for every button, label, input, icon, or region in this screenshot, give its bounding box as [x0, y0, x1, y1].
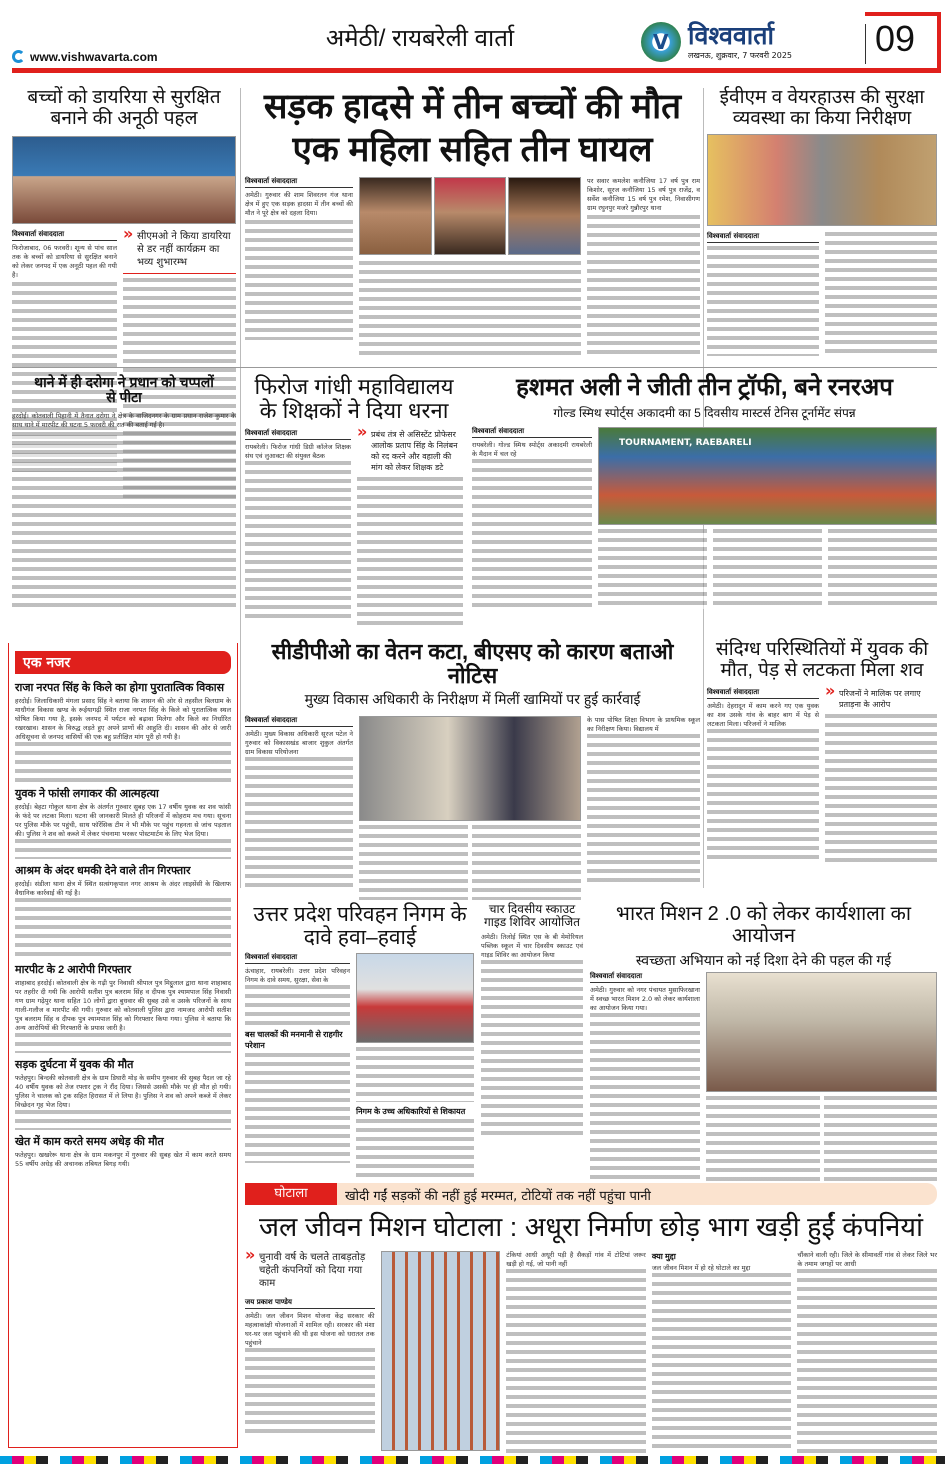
headline[interactable]: उत्तर प्रदेश परिवहन निगम के दावे हवा–हवाई — [253, 903, 467, 950]
ek-nazar-item-text: फतेहपुर। बिन्दकी कोतवाली क्षेत्र के ग्राम डिघारी मोड़ के समीप गुरुवार की सुबह पैदल जा रहे 40 वर्षीय युवक को तेज रफ्तार ट्रक ने रौंद दिया। जिससे उसकी मौके पर ही मौत हो गयी। पुलिस ने चालक को ट्रक सहित हिरासत में ले लिया है। पुलिस ने शव को अपने कब्जे में लेकर विच्छेदन गृह भेज दिया। — [15, 1074, 231, 1109]
page-number: 09 — [875, 18, 916, 59]
page-number-box — [865, 12, 941, 70]
headline[interactable]: जल जीवन मिशन घोटाला : अधूरा निर्माण छोड़ भाग खड़ी हुईं कंपनियां — [259, 1212, 923, 1242]
headline[interactable]: हशमत अली ने जीती तीन ट्रॉफी, बने रनरअप — [516, 374, 893, 401]
ek-nazar-item-title[interactable]: युवक ने फांसी लगाकर की आत्महत्या — [15, 788, 159, 800]
ek-nazar-item-title[interactable]: आश्रम के अंदर धमकी देने वाले तीन गिरफ्तार — [15, 865, 191, 877]
lead-text: अमेठी। मुख्य विकास अधिकारी सूरज पटेल ने गुरुवार को विकासखंड बाजार शुकुल अंतर्गत ग्राम विकास परियोजना — [245, 729, 353, 756]
subhead: निगम के उच्च अधिकारियों से शिकायत — [356, 1107, 466, 1117]
body-text: पर सवार कमलेश कनौजिया 17 वर्ष पुत्र राम किशोर, सूरज कनौजिया 15 वर्ष पुत्र राजेंद्र, व सर्वेश कनौजिया 15 वर्ष पुत्र रमेश, निवासीगण ग्राम रघुनपुर मजरे गुन्नौरपुर थाना — [587, 177, 700, 212]
subhead: गोल्ड स्मिथ स्पोर्ट्स अकादमी का 5 दिवसीय मास्टर्स टेनिस टूर्नामेंट संपन्न — [553, 406, 856, 421]
lead-text: ऊंचाहार, रायबरेली। उत्तर प्रदेश परिवहन निगम के दावे समय, सुरक्षा, सेवा के — [245, 967, 350, 985]
byline: विश्ववार्ता संवाददाता — [245, 429, 351, 440]
subhead: क्या मुद्दा — [651, 1251, 676, 1261]
ek-nazar-label: एक नजर — [15, 651, 231, 674]
byline: विश्ववार्ता संवाददाता — [245, 177, 353, 188]
body-text: के पास पोषित शिक्षा विभाग के प्राथमिक स्कूल का निरीक्षण किया। विद्यालय में — [587, 715, 700, 733]
bus-photo — [356, 953, 474, 1043]
article-accident — [245, 88, 700, 359]
byline: जय प्रकाश पाण्डेय — [245, 1298, 375, 1309]
body-text: जल जीवन मिशन में हो रहे घोटाले का मुद्दा — [651, 1263, 751, 1272]
dateline: लखनऊ, शुक्रवार, 7 फरवरी 2025 — [688, 51, 793, 60]
pull-quote: » चुनावी वर्ष के चलते ताबड़तोड़ चहेती कंपनियों को दिया गया काम — [245, 1251, 375, 1290]
ek-nazar-item-text: फतेहपुर। खखरेरू थाना क्षेत्र के ग्राम मकनपुर में गुरुवार की सुबह खेत में काम करते समय 55 वर्षीय अधेड़ की अचानक तबियत बिगड़ गयी। — [15, 1151, 231, 1168]
victim-photos — [359, 177, 581, 255]
article-evm — [707, 88, 937, 356]
subhead: बस चालकों की मनमानी से राहगीर परेशान — [245, 1030, 343, 1051]
lead-text: अमेठी। तिलोई स्थित एस के बी मेमोरियल पब्लिक स्कूल में चार दिवसीय स्काउट एवं गाइड शिविर का आयोजन किया — [481, 933, 583, 960]
ek-nazar-item-title[interactable]: सड़क दुर्घटना में युवक की मौत — [15, 1059, 134, 1071]
article-photo — [12, 136, 236, 224]
scandal-banner — [245, 1183, 937, 1205]
ek-nazar-item-title[interactable]: मारपीट के 2 आरोपी गिरफ्तार — [15, 964, 132, 976]
byline: विश्ववार्ता संवाददाता — [707, 688, 819, 699]
brand-name: विश्ववार्ता — [688, 21, 775, 50]
body-text: चौंकाने वाली रही। जिले के सीमावर्ती गांव से लेकर जिले भर के तमाम जगहों पर आधी — [797, 1250, 937, 1268]
article-bharat-mission — [590, 903, 937, 1186]
lead-text: रायबरेली। फिरोज गांधी डिग्री कॉलेज शिक्षक संघ एवं लुआक्टा की संयुक्त बैठक — [245, 443, 351, 461]
article-cdpo — [245, 640, 700, 900]
workshop-photo — [706, 972, 937, 1092]
brand-logo-icon: V — [641, 22, 681, 62]
article-scout — [481, 903, 583, 1140]
headline[interactable]: भारत मिशन 2 .0 को लेकर कार्यशाला का आयोजन — [615, 903, 912, 947]
lead-text: हरदोई। कोतवाली पिहानी में तैनात दरोगा ने क्षेत्र के वाजिदनगर के ग्राम प्रधान राजेश कुमार के साथ थाने में मारपीट की घटना 5 फरवरी की रात की बताई गई है। — [12, 411, 236, 429]
byline: विश्ववार्ता संवाददाता — [707, 232, 819, 243]
print-color-bar — [0, 1456, 945, 1464]
scandal-tag: घोटाला — [245, 1183, 337, 1205]
article-transport — [245, 903, 475, 1179]
ek-nazar-item-text: शाहाबाद हरदोई। कोतवाली क्षेत्र के गढ़ी पुर निवासी श्रीपाल पुत्र मिट्ठूलाल द्वारा थाना शाहाबाद पर तहरीर दी गयी कि आरोपी सतीश पुत्र बलराम सिंह व दीपक पुत्र श्यामपाल सिंह निवासी गण ग्राम गढ़ेपुर थाना सहित 10 लोगों द्वारा बुधवार की सुबह उसे व उसके परिजनों के साथ गाली-गलौज व मारपीट की गयी। गुरुवार को कोतवाली पुलिस द्वारा नामजद आरोपी सतीश पुत्र बलराम सिंह व दीपक पुत्र श्यामपाल सिंह को गिरफ्तार किया गया। पुलिस ने बताया कि अन्य आरोपियों की गिरफ्तारी के प्रयास जारी है। — [15, 979, 231, 1032]
water-tank-photo — [381, 1251, 501, 1451]
article-suspicious-death — [707, 640, 937, 864]
ek-nazar-item-title[interactable]: खेत में काम करते समय अधेड़ की मौत — [15, 1136, 164, 1148]
article-jal-jeevan — [245, 1213, 937, 1459]
headline-line1[interactable]: सड़क हादसे में तीन बच्चों की मौत — [263, 87, 682, 126]
headline[interactable]: सीडीपीओ का वेतन कटा, बीएसए को कारण बताओ नोटिस — [271, 639, 674, 689]
headline[interactable]: बच्चों को डायरिया से सुरक्षित बनाने की अनूठी पहल — [27, 87, 221, 129]
lead-text: रायबरेली। गोल्ड स्मिथ स्पोर्ट्स अकादमी रायबरेली के मैदान में चल रहे — [472, 440, 592, 458]
inspection-photo — [359, 716, 581, 821]
pull-quote: » सीएमओ ने किया डायरिया से डर नहीं कार्यक्रम का भव्य शुभारम्भ — [123, 230, 236, 269]
headline[interactable]: संदिग्ध परिस्थितियों में युवक की मौत, पेड़ से लटकता मिला शव — [715, 639, 929, 681]
ek-nazar-item-text: हरदोई। बेहटा गोकुल थाना क्षेत्र के अंतर्गत गुरुवार सुबह एक 17 वर्षीय युवक का शव फांसी के फंदे पर लटका मिला। घटना की जानकारी मिलते ही परिजनों में कोहराम मच गया। सूचना पर पुलिस मौके पर पहुंची, साथ फॉरेंसिक टीम ने भी मौके पर पहुंच गहनता से जांच पड़ताल की। पुलिस ने शव को कब्जे में लेकर पंचनामा भरकर पोस्टमार्टम के लिए भेज दिया। — [15, 803, 231, 838]
lead-text: अमेठी। गुरुवार को नगर पंचायत मुसाफिरखाना में स्वच्छ भारत मिशन 2.0 को लेकर कार्यशाला का आयोजन किया गया। — [590, 986, 700, 1013]
subhead: स्वच्छता अभियान को नई दिशा देने की पहल की गई — [635, 952, 892, 968]
pull-quote: » परिजनों ने मालिक पर लगाए प्रताड़ना के आरोप — [825, 688, 937, 710]
article-daroga — [12, 375, 236, 612]
photo-banner-text: TOURNAMENT, RAEBARELI — [619, 437, 752, 448]
byline: विश्ववार्ता संवाददाता — [245, 716, 353, 727]
lead-text: फिरोजाबाद, 06 फरवरी। शून्य से पांच साल तक के बच्चों को डायरिया से सुरक्षित बनाने को लेकर जनपद में एक अनूठी पहल की गयी है। — [12, 243, 117, 279]
lead-text: अमेठी। गुरुवार की शाम शिवरतन गंज थाना क्षेत्र में हुए एक सड़क हादसा में तीन बच्चों की मौत ने पूरे क्षेत्र को दहला दिया। — [245, 191, 353, 217]
headline-line2[interactable]: एक महिला सहित तीन घायल — [292, 129, 653, 169]
ek-nazar-item-text: हरदोई। संडीला थाना क्षेत्र में स्थित सत्संगकृपाल नगर आश्रम के अंदर लाइसेंसी के खिलाफ वैधानिक कार्रवाई की गई है। — [15, 880, 231, 897]
pull-quote: » प्रबंध तंत्र से असिस्टेंट प्रोफेसर आलोक प्रताप सिंह के निलंबन को रद करने और वहाली की मांग को लेकर शिक्षक डटे — [357, 429, 463, 473]
header-rule — [12, 68, 941, 73]
kicker: खोदी गईं सड़कों की नहीं हुई मरम्मत, टोटियों तक नहीं पहुंचा पानी — [345, 1189, 651, 1204]
headline[interactable]: चार दिवसीय स्काउट गाइड शिविर आयोजित — [484, 902, 580, 930]
byline: विश्ववार्ता संवाददाता — [590, 972, 700, 983]
headline[interactable]: ईवीएम व वेयरहाउस की सुरक्षा व्यवस्था का किया निरीक्षण — [719, 87, 925, 129]
lead-text: अमेठी। देहरादून में काम करने गए एक युवक का शव उसके गांव के बाहर बाग में पेड़ से लटकता मिला। परिजनों ने मालिक — [707, 701, 819, 728]
byline: विश्ववार्ता संवाददाता — [472, 427, 592, 438]
article-feroze — [245, 375, 463, 627]
lead-text: अमेठी। जल जीवन मिशन योजना केंद्र सरकार की महत्वाकांक्षी योजनाओं में शामिल रही। सरकार की मंशा घर-घर जल पहुंचाने की थी इस योजना को धरातल तक पहुंचाने — [245, 1311, 375, 1347]
byline: विश्ववार्ता संवाददाता — [245, 953, 350, 964]
byline: विश्ववार्ता संवाददाता — [12, 230, 117, 241]
ek-nazar-box — [8, 643, 238, 1448]
body-text: टंकियां आधी अधूरी पड़ी है सैकड़ों गांव में टोटियां जरूर खड़ी हो गई, जो पानी नहीं — [506, 1250, 646, 1268]
article-hashmat — [472, 375, 937, 609]
section-title: अमेठी/ रायबरेली वार्ता — [325, 25, 515, 52]
article-photo — [707, 134, 937, 226]
website-url[interactable]: www.vishwavarta.com — [30, 50, 158, 64]
tournament-photo — [598, 427, 937, 525]
subhead: मुख्य विकास अधिकारी के निरीक्षण में मिलीं खामियों पर हुई कार्रवाई — [304, 691, 641, 708]
headline[interactable]: थाने में ही दरोगा ने प्रधान को चप्पलों से पीटा — [34, 374, 214, 406]
site-logo-icon — [12, 50, 25, 63]
ek-nazar-item-title[interactable]: राजा नरपत सिंह के किले का होगा पुरातात्विक विकास — [15, 682, 225, 694]
headline[interactable]: फिरोज गांधी महाविद्यालय के शिक्षकों ने दिया धरना — [254, 374, 454, 424]
ek-nazar-item-text: हरदोई। जिलाधिकारी मंगला प्रसाद सिंह ने बताया कि शासन की ओर से तहसील बिलग्राम के माधौगंज विकास खण्ड के रूईयागढ़ी स्थित राजा नरपत सिंह के किले को पुरातात्विक स्थल घोषित किया गया है, इसके जनपद में पर्यटन को बढ़ावा मिलेगा और किले का निर्धारित रखरखाव। शासन के विरुद्ध लड़ते हुए अपने प्राणों की आहुति दी। शासन की ओर से जारी अधिसूचना से जनपद वासियों की एक बहु प्रतीक्षित मांग पूरी हो गयी है। — [15, 697, 231, 741]
